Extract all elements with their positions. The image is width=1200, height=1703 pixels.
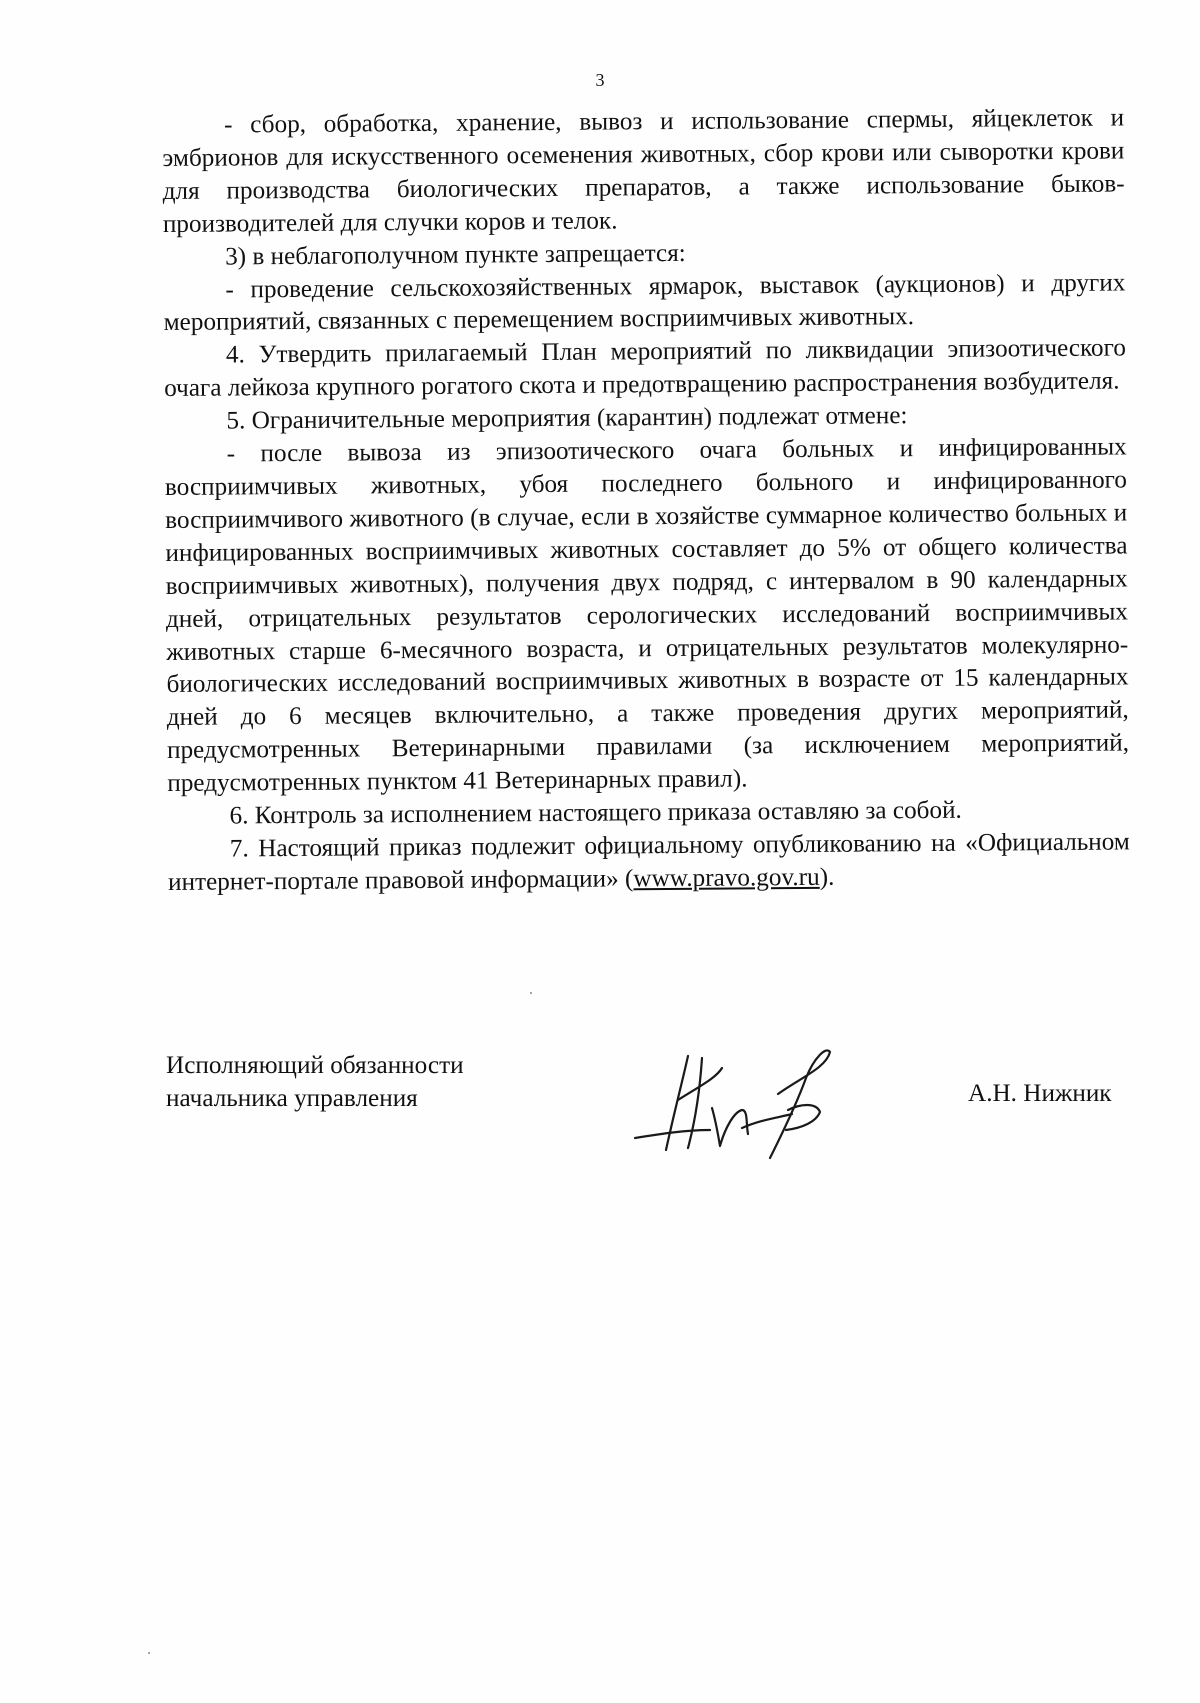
scan-speck (148, 1652, 150, 1654)
signatory-title (166, 1050, 464, 1116)
publication-ending: ). (819, 863, 835, 891)
paragraph-quarantine-cancel: 5. Ограничительные мероприятия (карантин) подлежат отмене: (226, 402, 908, 435)
page-number: 3 (595, 70, 605, 90)
document-body (162, 102, 1130, 899)
paragraph-prohibitions-header: 3) в неблагополучном пункте запрещается: (225, 239, 686, 271)
paragraph-semen-collection: - сбор, обработка, хранение, вывоз и использование спермы, яйцеклеток и эмбрионов для искусственного осеменения животных, сбор крови или сыворотки крови для производства биологических препаратов, а также использование быков-производителей для случки коров и телок. (162, 104, 1125, 238)
paragraph-control: 6. Контроль за исполнением настоящего приказа оставляю за собой. (229, 796, 962, 830)
paragraph-approve-plan: 4. Утвердить прилагаемый План мероприятий по ликвидации эпизоотического очага лейкоза крупного рогатого скота и предотвращению распространения возбудителя. (164, 334, 1127, 403)
paragraph-fairs-ban: - проведение сельскохозяйственных ярмарок, выставок (аукционов) и других мероприятий, связанных с перемещением восприимчивых животных. (163, 268, 1126, 337)
paragraph-publication (168, 826, 1130, 899)
scan-speck (530, 992, 532, 994)
signatory-title-line2: начальника управления (166, 1084, 418, 1112)
signatory-name: А.Н. Нижник (968, 1080, 1112, 1107)
publication-url-link[interactable]: www.pravo.gov.ru (633, 863, 820, 893)
paragraph-cancel-conditions: - после вывоза из эпизоотического очага больных и инфицированных восприимчивых животных, убоя последнего больного и инфицированного восприимчивого животного (в случае, если в хозяйстве суммарное количество больных и инфицированных восприимчивых животных составляет до 5% от общего количества восприимчивых животных), получения двух подряд, с интервалом в 90 календарных дней, отрицательных результатов серологических исследований восприимчивых животных старше 6-месячного возраста, и отрицательных результатов молекулярно-биологических исследований восприимчивых животных в возрасте от 15 календарных дней до 6 месяцев включительно, а также проведения других мероприятий, предусмотренных Ветеринарными правилами (за исключением мероприятий, предусмотренных пунктом 41 Ветеринарных правил). (164, 433, 1130, 798)
signature-block (0, 1050, 1200, 1190)
signatory-title-line1: Исполняющий обязанности (166, 1052, 464, 1079)
publication-text: 7. Настоящий приказ подлежит официальному опубликованию на «Официальном интернет-портале правовой информации» ( (167, 828, 1130, 896)
handwritten-signature (630, 1038, 860, 1168)
